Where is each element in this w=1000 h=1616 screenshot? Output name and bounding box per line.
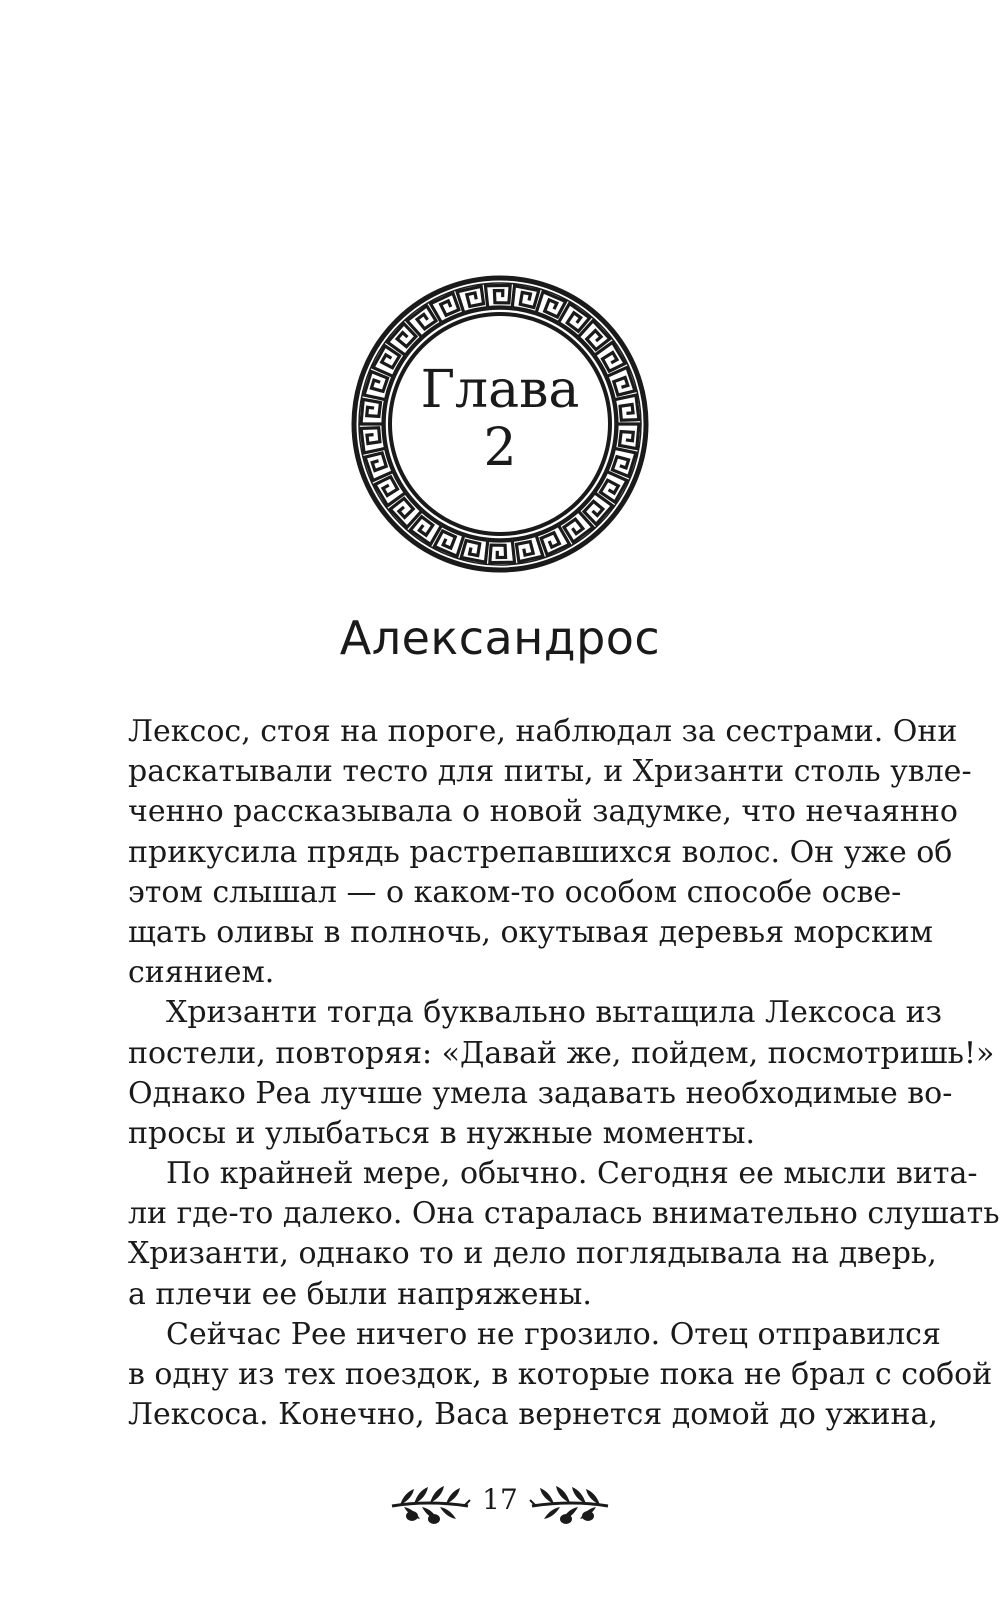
text-line: Лексоса. Конечно, Васа вернется домой до ужина, bbox=[128, 1397, 938, 1433]
paragraph-1 bbox=[128, 712, 972, 993]
page-number: 17 bbox=[482, 1483, 518, 1516]
chapter-title: Александрос bbox=[339, 611, 661, 665]
text-line: Лексос, стоя на пороге, наблюдал за сестрами. Они bbox=[128, 714, 958, 749]
meander-unit bbox=[512, 286, 539, 308]
olive-branch-right-icon bbox=[528, 1476, 612, 1528]
text-line: раскатывали тесто для питы, и Хризанти столь увле- bbox=[128, 754, 972, 790]
text-line: прикусила прядь растрепавшихся волос. Он уже об bbox=[128, 834, 953, 870]
paragraph-2 bbox=[128, 993, 995, 1154]
body-text bbox=[128, 712, 1000, 1435]
meander-unit bbox=[461, 540, 488, 562]
text-line: Хризанти тогда буквально вытащила Лексоса из bbox=[166, 995, 943, 1031]
chapter-label: Глава bbox=[420, 360, 580, 420]
meander-unit bbox=[485, 285, 510, 307]
text-line: а плечи ее были напряжены. bbox=[128, 1276, 592, 1312]
text-line: щать оливы в полночь, окутывая деревья морским bbox=[128, 914, 934, 950]
paragraph-3 bbox=[128, 1154, 1000, 1315]
chapter-number: 2 bbox=[483, 418, 517, 478]
text-line: этом слышал — о каком-то особом способе осве- bbox=[128, 874, 902, 910]
text-line: Однако Реа лучше умела задавать необходимые во- bbox=[128, 1075, 953, 1111]
paragraph-4 bbox=[128, 1315, 993, 1436]
text-line: постели, повторяя: «Давай же, пойдем, посмотришь!» bbox=[128, 1035, 995, 1071]
text-line: сиянием. bbox=[128, 955, 275, 991]
meander-link bbox=[488, 307, 512, 308]
text-line: ли где-то далеко. Она старалась внимательно слушать bbox=[128, 1196, 1000, 1232]
meander-unit bbox=[490, 540, 515, 562]
text-line: просы и улыбаться в нужные моменты. bbox=[128, 1115, 756, 1151]
text-line: Хризанти, однако то и дело поглядывала на дверь, bbox=[128, 1236, 937, 1272]
text-line: в одну из тех поездок, в которые пока не брал с собой bbox=[128, 1357, 993, 1392]
page-footer bbox=[0, 1472, 1000, 1532]
text-line: ченно рассказывала о новой задумке, что нечаянно bbox=[128, 794, 958, 830]
meander-link bbox=[488, 540, 512, 541]
text-line: По крайней мере, обычно. Сегодня ее мысли вита- bbox=[166, 1156, 978, 1192]
text-line: Сейчас Рее ничего не грозило. Отец отправился bbox=[166, 1316, 941, 1352]
